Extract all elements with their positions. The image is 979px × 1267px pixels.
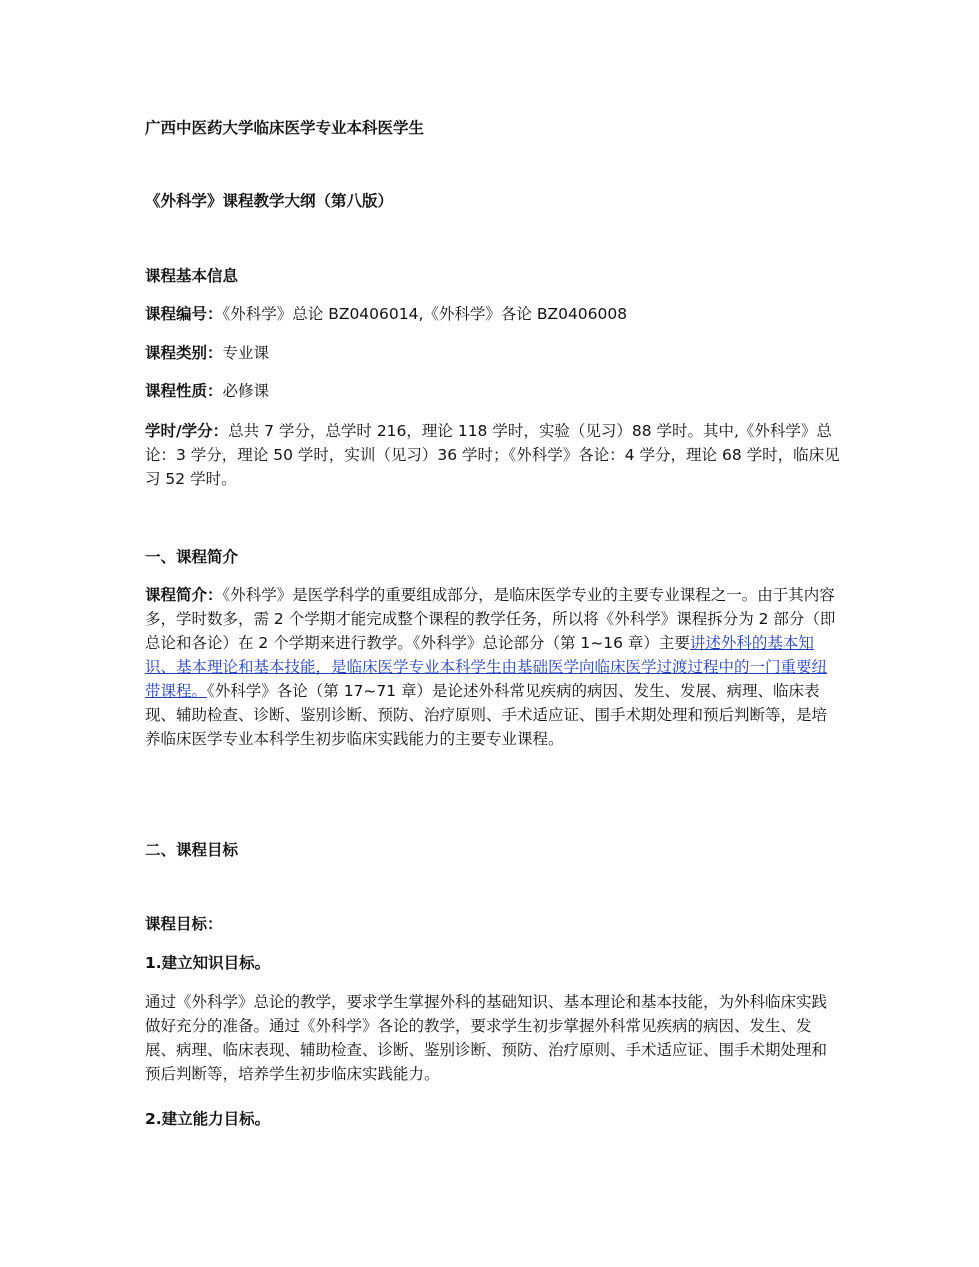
goal1-heading: 1.建立知识目标。 xyxy=(145,954,271,972)
course-category-line xyxy=(145,341,840,365)
course-nature-line xyxy=(145,379,840,403)
course-nature-value: 必修课 xyxy=(222,382,270,400)
intro-link[interactable]: 讲述外科的基本知识、基本理论和基本技能，是临床医学专业本科学生由基础医学向临床医学过渡过程中的一门重要纽带课程。 xyxy=(145,634,828,700)
university-title: 广西中医药大学临床医学专业本科医学生 xyxy=(145,119,425,137)
course-code-label: 课程编号： xyxy=(145,305,223,323)
course-code-line xyxy=(145,302,840,326)
course-category-value: 专业课 xyxy=(222,344,270,362)
goal2-heading: 2.建立能力目标。 xyxy=(145,1110,271,1128)
section1-heading: 一、课程简介 xyxy=(145,548,239,566)
intro-text-1: 《外科学》是医学科学的重要组成部分，是临床医学专业的主要专业课程之一。由于其内容多，学时数多，需 2 个学期才能完成整个课程的教学任务，所以将《外科学》课程拆分为 2 部分（即总论和各论）在 2 个学期来进行教学。《外科学》总论部分（第 1~16 章）主要 xyxy=(145,586,836,652)
basic-info-heading: 课程基本信息 xyxy=(145,267,239,285)
hours-credits-value: 总共 7 学分，总学时 216，理论 118 学时，实验（见习）88 学时。其中,《外科学》总论：3 学分，理论 50 学时，实训（见习）36 学时；《外科学》各论：4 学分，理论 68 学时，临床见习 52 学时。 xyxy=(145,422,840,488)
intro-text-2: 《外科学》各论（第 17~71 章）是论述外科常见疾病的病因、发生、发展、病理、临床表现、辅助检查、诊断、鉴别诊断、预防、治疗原则、手术适应证、围手术期处理和预后判断等，是培养临床医学专业本科学生初步临床实践能力的主要专业课程。 xyxy=(145,682,828,748)
hours-credits-label: 学时/学分： xyxy=(145,422,229,440)
course-nature-label: 课程性质： xyxy=(145,382,223,400)
course-category-label: 课程类别： xyxy=(145,344,223,362)
intro-paragraph xyxy=(145,583,840,751)
goal1-paragraph: 通过《外科学》总论的教学，要求学生掌握外科的基础知识、基本理论和基本技能，为外科临床实践做好充分的准备。通过《外科学》各论的教学，要求学生初步掌握外科常见疾病的病因、发生、发展、病理、临床表现、辅助检查、诊断、鉴别诊断、预防、治疗原则、手术适应证、围手术期处理和预后判断等，培养学生初步临床实践能力。 xyxy=(145,993,828,1083)
intro-label: 课程简介： xyxy=(145,586,223,604)
hours-credits-paragraph xyxy=(145,419,840,491)
section2-heading: 二、课程目标 xyxy=(145,841,239,859)
course-code-value: 《外科学》总论 BZ0406014,《外科学》各论 BZ0406008 xyxy=(222,305,628,323)
syllabus-title: 《外科学》课程教学大纲（第八版） xyxy=(145,192,394,210)
goals-heading: 课程目标： xyxy=(145,915,223,933)
